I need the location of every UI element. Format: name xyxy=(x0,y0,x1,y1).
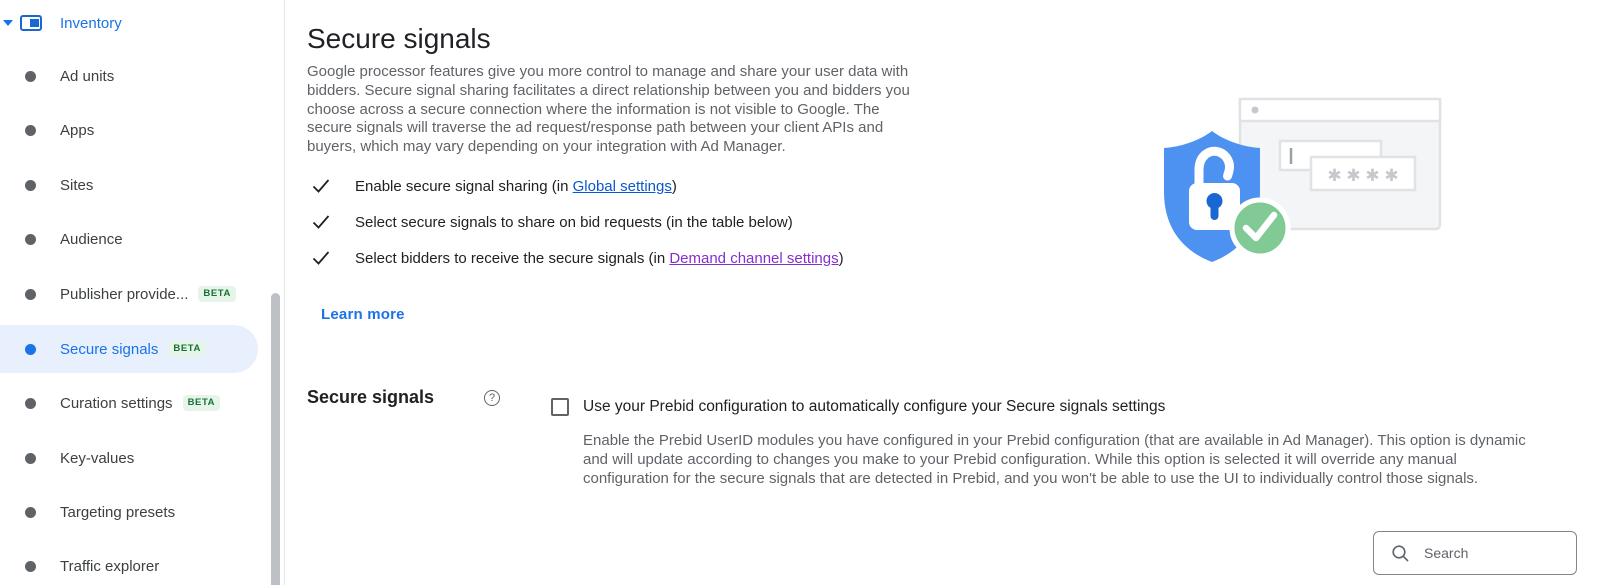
prebid-config-checkbox-label: Use your Prebid configuration to automatically configure your Secure signals settings xyxy=(583,398,1166,415)
bullet-icon xyxy=(25,453,36,464)
sidebar-item-ad-units[interactable]: Ad units xyxy=(0,56,258,96)
secure-signals-illustration xyxy=(1132,85,1452,270)
sidebar xyxy=(0,0,285,585)
sidebar-item-sites[interactable]: Sites xyxy=(0,165,258,205)
sidebar-item-apps[interactable]: Apps xyxy=(0,110,258,150)
beta-badge: BETA xyxy=(168,341,206,357)
bullet-icon xyxy=(25,289,36,300)
checklist-item: Select secure signals to share on bid requests (in the table below) xyxy=(312,204,844,240)
page-title: Secure signals xyxy=(307,23,491,54)
sidebar-item-secure-signals[interactable]: Secure signals BETA xyxy=(0,325,258,373)
section-heading: Secure signals xyxy=(307,387,435,407)
bullet-icon xyxy=(25,398,36,409)
checkmark-icon xyxy=(312,250,330,266)
sidebar-item-curation-settings[interactable]: Curation settings BETA xyxy=(0,383,258,423)
inventory-icon xyxy=(20,15,42,31)
checklist-item: Select bidders to receive the secure signals (in Demand channel settings) xyxy=(312,240,844,276)
search-icon xyxy=(1391,544,1410,563)
titlebar-dot-icon xyxy=(1252,107,1259,114)
checklist-item: Enable secure signal sharing (in Global settings) xyxy=(312,168,844,204)
global-settings-link[interactable]: Global settings xyxy=(572,177,672,195)
help-icon[interactable]: ? xyxy=(484,390,500,406)
checkmark-icon xyxy=(312,214,330,230)
sidebar-scrollbar[interactable] xyxy=(271,293,280,585)
sidebar-item-audience[interactable]: Audience xyxy=(0,219,258,259)
beta-badge: BETA xyxy=(198,286,236,302)
browser-titlebar-shape xyxy=(1240,99,1440,121)
search-input[interactable] xyxy=(1422,544,1562,562)
password-asterisks: ✱ ✱ ✱ ✱ xyxy=(1327,166,1399,185)
sidebar-item-targeting-presets[interactable]: Targeting presets xyxy=(0,492,258,532)
bullet-icon xyxy=(25,71,36,82)
sidebar-item-inventory[interactable] xyxy=(0,4,284,42)
beta-badge: BETA xyxy=(183,395,221,411)
bullet-icon xyxy=(25,561,36,572)
search-box[interactable] xyxy=(1373,531,1577,575)
prebid-config-description: Enable the Prebid UserID modules you have configured in your Prebid configuration (that are available in Ad Manager). This option is dynamic and will update according to changes you make to your Prebid configuration. While this option is selected it will override any manual configuration for the secure signals that are detected in Prebid, and you won't be able to use the UI to individually control those signals. xyxy=(583,432,1526,487)
collapse-arrow-icon[interactable] xyxy=(3,20,13,26)
sidebar-item-key-values[interactable]: Key-values xyxy=(0,438,258,478)
prebid-config-checkbox[interactable] xyxy=(551,398,569,416)
bullet-icon xyxy=(25,180,36,191)
bullet-icon xyxy=(25,125,36,136)
bullet-icon xyxy=(25,507,36,518)
learn-more-link[interactable]: Learn more xyxy=(321,306,405,323)
sidebar-header-label: Inventory xyxy=(60,14,122,32)
intro-paragraph: Google processor features give you more control to manage and share your user data with bidders. Secure signal sharing facilitates a direct relationship between you and bidders you choose across a secure connection where the information is not visible to Google. The secure signals will traverse the ad request/response path between your client APIs and buyers, which may vary depending on your integration with Ad Manager. xyxy=(307,63,910,156)
setup-checklist xyxy=(312,168,844,276)
checkmark-icon xyxy=(312,178,330,194)
demand-channel-settings-link[interactable]: Demand channel settings xyxy=(669,249,839,267)
bullet-icon xyxy=(25,234,36,245)
sidebar-item-traffic-explorer[interactable]: Traffic explorer xyxy=(0,546,258,586)
bullet-icon xyxy=(25,344,36,355)
sidebar-item-publisher-provided[interactable]: Publisher provide... BETA xyxy=(0,274,258,314)
keyhole-stem-icon xyxy=(1211,204,1219,220)
